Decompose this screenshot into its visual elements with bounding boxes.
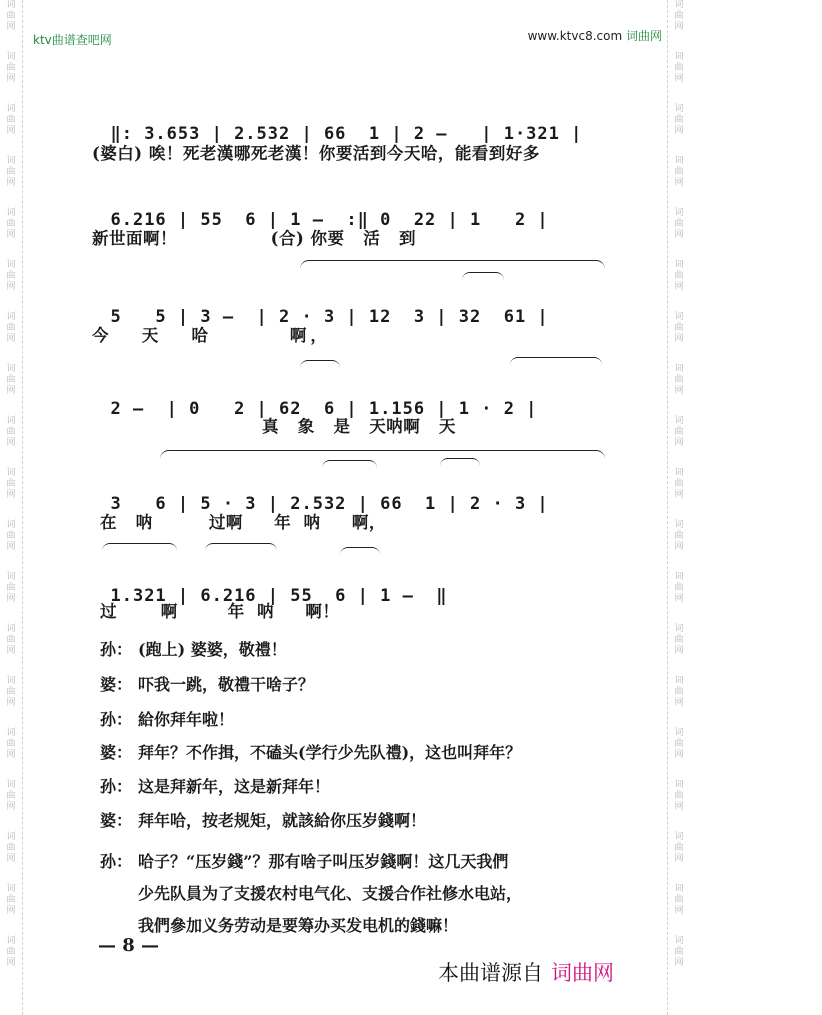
footer-prefix: 本曲谱源自	[438, 961, 543, 985]
watermark-char: 词	[6, 676, 16, 686]
watermark-char: 词	[6, 468, 16, 478]
score-line-2	[88, 190, 613, 230]
watermark-char: 网	[6, 126, 16, 136]
dialog-speaker: 婆：	[100, 811, 133, 830]
watermark-char: 网	[6, 438, 16, 448]
watermark-char: 曲	[6, 635, 16, 645]
watermark-char: 网	[6, 178, 16, 188]
dialog-text: 吓我一跳，敬禮干啥子？	[138, 675, 315, 694]
watermark-group	[6, 936, 15, 969]
slur-4b	[510, 357, 602, 366]
watermark-group	[674, 572, 683, 605]
watermark-char: 网	[674, 334, 684, 344]
lyric-line-6: 过 啊 年 呐 啊！	[100, 602, 340, 621]
watermark-char: 网	[674, 542, 684, 552]
watermark-char: 网	[6, 282, 16, 292]
watermark-group	[674, 312, 683, 345]
watermark-char: 曲	[674, 271, 684, 281]
watermark-group	[6, 832, 15, 865]
watermark-char: 词	[6, 884, 16, 894]
score-notes-2: 6.216 | 55 6 | 1 — :‖ 0 22 | 1 2 |	[110, 210, 549, 230]
header-url: www.ktvc8.com	[527, 29, 623, 43]
watermark-group	[6, 520, 15, 553]
watermark-char: 网	[674, 438, 684, 448]
watermark-char: 曲	[6, 271, 16, 281]
score-notes-6: 1.321 | 6.216 | 55 6 | 1 — ‖	[110, 586, 448, 606]
slur-6b	[205, 543, 277, 552]
watermark-char: 曲	[674, 531, 684, 541]
watermark-char: 曲	[6, 115, 16, 125]
watermark-group	[674, 52, 683, 85]
watermark-char: 曲	[674, 11, 684, 21]
lyric-line-4: 真 象 是 天呐啊 天	[262, 417, 456, 436]
watermark-group	[6, 468, 15, 501]
watermark-char: 网	[6, 230, 16, 240]
watermark-char: 曲	[6, 895, 16, 905]
watermark-char: 曲	[674, 167, 684, 177]
watermark-char: 曲	[674, 427, 684, 437]
dialog-speaker: 孙：	[100, 852, 133, 871]
watermark-char: 曲	[674, 687, 684, 697]
dialog-continuation: 少先队員为了支援农村电气化、支援合作社修水电站，	[138, 884, 523, 903]
watermark-char: 曲	[6, 63, 16, 73]
watermark-group	[674, 156, 683, 189]
watermark-char: 词	[674, 312, 684, 322]
watermark-group	[674, 0, 683, 33]
dialog-line	[100, 640, 660, 660]
watermark-char: 曲	[6, 11, 16, 21]
watermark-char: 网	[6, 906, 16, 916]
watermark-group	[674, 728, 683, 761]
watermark-group	[674, 364, 683, 397]
watermark-char: 网	[674, 74, 684, 84]
header-site-left[interactable]: ktv曲谱查吧网	[33, 33, 112, 47]
watermark-char: 网	[6, 386, 16, 396]
dialog-text: 这是拜新年，这是新拜年！	[138, 777, 331, 796]
watermark-char: 曲	[6, 167, 16, 177]
watermark-char: 词	[674, 884, 684, 894]
watermark-group	[6, 364, 15, 397]
score-notes-3: 5 5 | 3 — | 2 · 3 | 12 3 | 32 61 |	[110, 307, 549, 327]
watermark-char: 曲	[6, 531, 16, 541]
watermark-char: 曲	[674, 739, 684, 749]
watermark-char: 网	[674, 646, 684, 656]
watermark-char: 网	[674, 594, 684, 604]
watermark-char: 网	[674, 230, 684, 240]
watermark-char: 网	[6, 802, 16, 812]
score-line-6	[88, 566, 613, 606]
watermark-char: 词	[6, 104, 16, 114]
watermark-char: 曲	[674, 843, 684, 853]
watermark-char: 词	[674, 0, 684, 10]
watermark-char: 曲	[674, 63, 684, 73]
watermark-char: 曲	[674, 115, 684, 125]
dialog-text: (跑上) 婆婆，敬禮！	[138, 640, 287, 659]
watermark-char: 网	[6, 334, 16, 344]
slur-long-3	[300, 260, 605, 269]
watermark-char: 词	[674, 728, 684, 738]
lyric-line-1: (婆白) 唉！死老漢哪死老漢！你要活到今天哈，能看到好多	[92, 144, 540, 163]
dialog-text: 拜年哈，按老规矩，就該給你压岁錢啊！	[138, 811, 427, 830]
watermark-group	[6, 884, 15, 917]
watermark-group	[674, 780, 683, 813]
watermark-char: 网	[6, 646, 16, 656]
watermark-char: 词	[674, 676, 684, 686]
watermark-group	[674, 208, 683, 241]
watermark-char: 曲	[674, 895, 684, 905]
page-number: — 8 —	[98, 935, 160, 956]
dialog-line	[100, 675, 660, 695]
watermark-char: 网	[6, 750, 16, 760]
watermark-group	[674, 936, 683, 969]
watermark-char: 网	[6, 594, 16, 604]
score-line-4	[88, 379, 613, 419]
slur-6a	[102, 543, 177, 552]
watermark-group	[6, 416, 15, 449]
watermark-char: 曲	[6, 739, 16, 749]
dialog-line	[100, 846, 660, 942]
watermark-group	[6, 260, 15, 293]
watermark-char: 曲	[6, 583, 16, 593]
score-line-3	[88, 287, 613, 327]
watermark-group	[674, 832, 683, 865]
watermark-char: 词	[6, 572, 16, 582]
watermark-char: 曲	[6, 479, 16, 489]
header-label: 词曲网	[625, 29, 662, 43]
watermark-char: 词	[674, 416, 684, 426]
watermark-char: 曲	[6, 323, 16, 333]
watermark-char: 词	[6, 364, 16, 374]
footer-source[interactable]	[438, 957, 614, 987]
watermark-char: 词	[674, 364, 684, 374]
watermark-char: 曲	[6, 947, 16, 957]
watermark-group	[674, 104, 683, 137]
watermark-char: 曲	[6, 219, 16, 229]
dialog-text: 哈子？“压岁錢”？那有啥子叫压岁錢啊！这几天我們	[138, 852, 509, 871]
slur-3a	[462, 272, 504, 281]
watermark-char: 曲	[674, 375, 684, 385]
watermark-char: 网	[6, 958, 16, 968]
watermark-char: 曲	[674, 791, 684, 801]
watermark-char: 词	[674, 780, 684, 790]
watermark-char: 词	[6, 624, 16, 634]
dialog-speaker: 孙：	[100, 777, 133, 796]
header-site-right[interactable]	[528, 27, 662, 44]
watermark-char: 曲	[674, 479, 684, 489]
score-notes-4: 2 — | 0 2 | 62 6 | 1.156 | 1 · 2 |	[110, 399, 538, 419]
watermark-char: 曲	[674, 635, 684, 645]
watermark-group	[6, 572, 15, 605]
watermark-char: 词	[6, 832, 16, 842]
slur-6c	[340, 547, 380, 556]
watermark-char: 网	[6, 490, 16, 500]
dialog-line	[100, 811, 660, 831]
score-line-5	[88, 474, 613, 514]
watermark-char: 网	[674, 126, 684, 136]
watermark-char: 词	[6, 520, 16, 530]
watermark-char: 曲	[6, 375, 16, 385]
right-dashed-border	[667, 0, 668, 1015]
left-dashed-border	[22, 0, 23, 1015]
watermark-char: 词	[674, 624, 684, 634]
watermark-char: 词	[674, 468, 684, 478]
dialog-speaker: 孙：	[100, 710, 133, 729]
watermark-char: 网	[674, 178, 684, 188]
watermark-char: 词	[6, 416, 16, 426]
watermark-char: 词	[6, 156, 16, 166]
dialog-line	[100, 743, 660, 763]
watermark-char: 曲	[674, 219, 684, 229]
watermark-char: 词	[674, 260, 684, 270]
watermark-char: 网	[674, 282, 684, 292]
watermark-char: 词	[674, 520, 684, 530]
score-line-1	[88, 104, 613, 144]
watermark-group	[6, 312, 15, 345]
watermark-group	[674, 468, 683, 501]
watermark-char: 网	[6, 74, 16, 84]
watermark-char: 网	[674, 802, 684, 812]
dialog-speaker: 孙：	[100, 640, 133, 659]
score-notes-5: 3 6 | 5 · 3 | 2.532 | 66 1 | 2 · 3 |	[110, 494, 549, 514]
watermark-group	[674, 884, 683, 917]
watermark-group	[6, 624, 15, 657]
lyric-line-2: 新世面啊！ (合) 你要 活 到	[92, 229, 416, 248]
watermark-group	[6, 676, 15, 709]
slur-5b	[440, 458, 480, 467]
watermark-char: 词	[6, 208, 16, 218]
watermark-char: 词	[674, 52, 684, 62]
watermark-char: 网	[674, 906, 684, 916]
dialog-speaker: 婆：	[100, 675, 133, 694]
dialog-line	[100, 777, 660, 797]
watermark-char: 网	[674, 750, 684, 760]
watermark-char: 曲	[674, 583, 684, 593]
watermark-group	[6, 104, 15, 137]
watermark-char: 网	[6, 698, 16, 708]
watermark-group	[6, 0, 15, 33]
watermark-char: 词	[6, 780, 16, 790]
watermark-group	[6, 208, 15, 241]
watermark-char: 网	[674, 22, 684, 32]
watermark-char: 曲	[6, 843, 16, 853]
footer-brand: 词曲网	[551, 961, 614, 985]
watermark-char: 词	[674, 104, 684, 114]
dialog-continuation: 我們參加义务劳动是要筹办买发电机的錢嘛！	[138, 916, 459, 935]
watermark-char: 词	[674, 572, 684, 582]
watermark-char: 词	[6, 52, 16, 62]
watermark-char: 曲	[6, 687, 16, 697]
watermark-char: 网	[674, 958, 684, 968]
dialog-speaker: 婆：	[100, 743, 133, 762]
watermark-char: 网	[6, 22, 16, 32]
score-notes-1: ‖: 3.653 | 2.532 | 66 1 | 2 — | 1·321 |	[110, 124, 583, 144]
watermark-group	[6, 728, 15, 761]
dialog-text: 拜年？不作揖，不磕头(学行少先队禮)，这也叫拜年？	[138, 743, 522, 762]
watermark-char: 词	[6, 936, 16, 946]
watermark-char: 网	[674, 386, 684, 396]
right-watermark-strip	[668, 0, 690, 1015]
watermark-group	[674, 260, 683, 293]
watermark-char: 曲	[6, 791, 16, 801]
watermark-char: 曲	[6, 427, 16, 437]
watermark-char: 曲	[674, 323, 684, 333]
slur-5a	[322, 460, 377, 469]
watermark-char: 词	[6, 260, 16, 270]
dialog-line	[100, 710, 660, 730]
watermark-char: 网	[674, 854, 684, 864]
watermark-group	[6, 780, 15, 813]
watermark-char: 词	[6, 728, 16, 738]
lyric-line-3: 今 天 哈 啊，	[92, 326, 331, 345]
watermark-char: 曲	[674, 947, 684, 957]
watermark-char: 网	[6, 542, 16, 552]
slur-long-5	[160, 450, 605, 459]
watermark-group	[6, 156, 15, 189]
watermark-char: 词	[6, 312, 16, 322]
watermark-char: 词	[674, 208, 684, 218]
dialog-text: 給你拜年啦！	[138, 710, 235, 729]
watermark-group	[674, 520, 683, 553]
watermark-char: 词	[674, 936, 684, 946]
watermark-char: 词	[6, 0, 16, 10]
watermark-char: 词	[674, 832, 684, 842]
watermark-group	[674, 624, 683, 657]
watermark-group	[6, 52, 15, 85]
lyric-line-5: 在 呐 过啊 年 呐 啊，	[100, 513, 386, 532]
watermark-char: 网	[674, 698, 684, 708]
left-watermark-strip	[0, 0, 22, 1015]
watermark-char: 词	[674, 156, 684, 166]
slur-4a	[300, 360, 340, 369]
watermark-char: 网	[6, 854, 16, 864]
watermark-group	[674, 676, 683, 709]
watermark-char: 网	[674, 490, 684, 500]
